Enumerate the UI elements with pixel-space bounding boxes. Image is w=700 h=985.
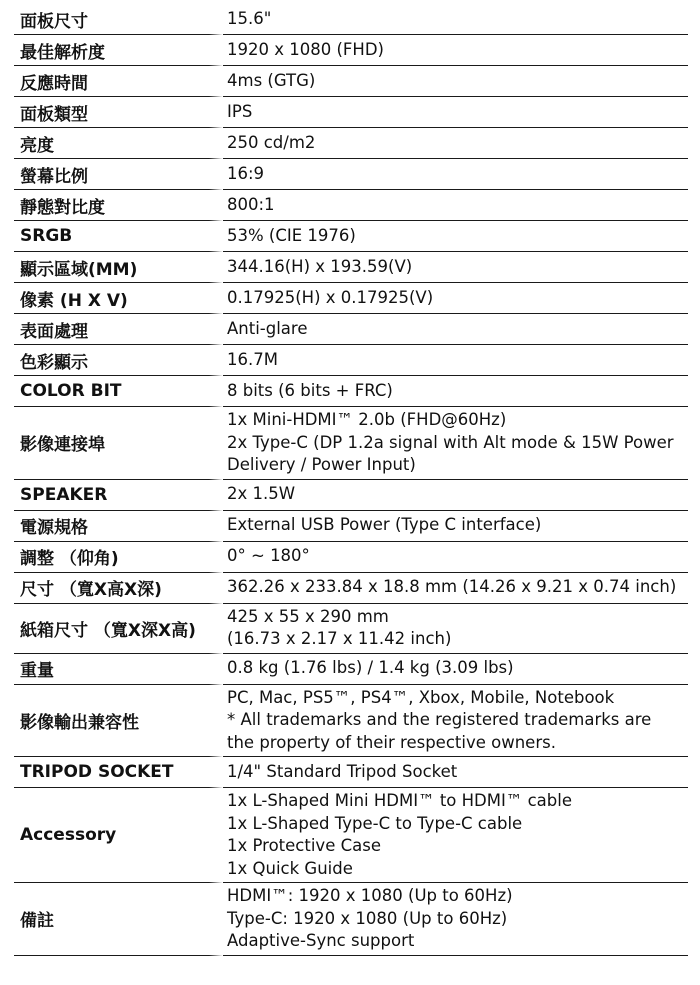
spec-label: 影像連接埠 bbox=[14, 407, 223, 480]
spec-value bbox=[223, 66, 688, 97]
spec-value-line: 0° ~ 180° bbox=[227, 546, 310, 566]
spec-row bbox=[14, 159, 688, 190]
spec-value bbox=[223, 788, 688, 883]
spec-value bbox=[223, 511, 688, 542]
spec-label: 亮度 bbox=[14, 128, 223, 159]
spec-label: SPEAKER bbox=[14, 480, 223, 511]
spec-value-line: Type-C: 1920 x 1080 (Up to 60Hz) bbox=[227, 908, 508, 928]
spec-label: 最佳解析度 bbox=[14, 35, 223, 66]
spec-table bbox=[14, 4, 688, 956]
spec-label: 螢幕比例 bbox=[14, 159, 223, 190]
spec-value bbox=[223, 345, 688, 376]
spec-value bbox=[223, 542, 688, 573]
spec-value-line: 344.16(H) x 193.59(V) bbox=[227, 256, 413, 276]
spec-value-line: External USB Power (Type C interface) bbox=[227, 515, 542, 535]
spec-row bbox=[14, 128, 688, 159]
spec-row bbox=[14, 573, 688, 604]
spec-value-line: 0.17925(H) x 0.17925(V) bbox=[227, 287, 434, 307]
spec-value bbox=[223, 407, 688, 480]
spec-value-line: (16.73 x 2.17 x 11.42 inch) bbox=[227, 629, 452, 648]
spec-label: Accessory bbox=[14, 788, 223, 883]
spec-row bbox=[14, 883, 688, 956]
spec-value bbox=[223, 654, 688, 685]
spec-value-line: 250 cd/m2 bbox=[227, 132, 316, 152]
spec-value-line: * All trademarks and the registered trademarks are bbox=[227, 710, 652, 729]
spec-value-line: 16:9 bbox=[227, 163, 265, 183]
spec-label: 備註 bbox=[14, 883, 223, 956]
spec-label: 色彩顯示 bbox=[14, 345, 223, 376]
spec-value-line: 1x Mini-HDMI™ 2.0b (FHD@60Hz) bbox=[227, 410, 507, 429]
spec-label: 像素 (H X V) bbox=[14, 283, 223, 314]
spec-value-line: 16.7M bbox=[227, 349, 278, 369]
spec-label: 表面處理 bbox=[14, 314, 223, 345]
spec-label: 重量 bbox=[14, 654, 223, 685]
spec-value-line: 425 x 55 x 290 mm bbox=[227, 606, 389, 626]
spec-row bbox=[14, 283, 688, 314]
spec-value-line: 15.6" bbox=[227, 8, 272, 28]
spec-row bbox=[14, 376, 688, 407]
spec-row bbox=[14, 480, 688, 511]
spec-value-line: 4ms (GTG) bbox=[227, 70, 316, 90]
spec-row bbox=[14, 604, 688, 654]
spec-value bbox=[223, 604, 688, 654]
spec-value-line: IPS bbox=[227, 101, 253, 121]
spec-value bbox=[223, 221, 688, 252]
spec-value bbox=[223, 883, 688, 956]
spec-row bbox=[14, 190, 688, 221]
spec-value-line: 1x L-Shaped Type-C to Type-C cable bbox=[227, 813, 523, 833]
spec-value bbox=[223, 685, 688, 758]
spec-row bbox=[14, 654, 688, 685]
spec-value-line: 2x Type-C (DP 1.2a signal with Alt mode & 15W Power bbox=[227, 432, 674, 452]
spec-row bbox=[14, 757, 688, 788]
spec-row bbox=[14, 407, 688, 480]
spec-value bbox=[223, 4, 688, 35]
spec-value-line: 2x 1.5W bbox=[227, 484, 296, 504]
spec-row bbox=[14, 35, 688, 66]
spec-value-line: Adaptive-Sync support bbox=[227, 931, 415, 950]
spec-label: 反應時間 bbox=[14, 66, 223, 97]
spec-value bbox=[223, 159, 688, 190]
spec-value bbox=[223, 314, 688, 345]
spec-label: 尺寸 （寬X高X深) bbox=[14, 573, 223, 604]
spec-label: 調整 （仰角) bbox=[14, 542, 223, 573]
spec-value-line: HDMI™: 1920 x 1080 (Up to 60Hz) bbox=[227, 886, 513, 905]
spec-label: COLOR BIT bbox=[14, 376, 223, 407]
spec-value-line: 8 bits (6 bits + FRC) bbox=[227, 380, 393, 400]
spec-value-line: the property of their respective owners. bbox=[227, 732, 556, 752]
spec-label: 影像輸出兼容性 bbox=[14, 685, 223, 758]
spec-label: 面板尺寸 bbox=[14, 4, 223, 35]
spec-label: 顯示區域(MM) bbox=[14, 252, 223, 283]
spec-table-body bbox=[14, 4, 688, 956]
spec-value bbox=[223, 283, 688, 314]
spec-row bbox=[14, 788, 688, 883]
spec-row bbox=[14, 314, 688, 345]
spec-value-line: Delivery / Power Input) bbox=[227, 455, 416, 474]
spec-row bbox=[14, 345, 688, 376]
spec-label: TRIPOD SOCKET bbox=[14, 757, 223, 788]
spec-row bbox=[14, 685, 688, 758]
spec-value-line: PC, Mac, PS5™, PS4™, Xbox, Mobile, Notebook bbox=[227, 687, 615, 707]
spec-value bbox=[223, 480, 688, 511]
spec-row bbox=[14, 252, 688, 283]
spec-value bbox=[223, 757, 688, 788]
spec-value bbox=[223, 376, 688, 407]
spec-value-line: 1/4" Standard Tripod Socket bbox=[227, 761, 458, 781]
spec-value-line: 1x Protective Case bbox=[227, 836, 381, 855]
spec-value-line: 0.8 kg (1.76 lbs) / 1.4 kg (3.09 lbs) bbox=[227, 658, 514, 678]
spec-row bbox=[14, 4, 688, 35]
spec-value-line: 53% (CIE 1976) bbox=[227, 225, 356, 245]
spec-label: SRGB bbox=[14, 221, 223, 252]
spec-label: 紙箱尺寸 （寬X深X高) bbox=[14, 604, 223, 654]
spec-value bbox=[223, 252, 688, 283]
spec-label: 電源規格 bbox=[14, 511, 223, 542]
spec-value-line: 1x Quick Guide bbox=[227, 858, 353, 878]
spec-value bbox=[223, 573, 688, 604]
spec-value bbox=[223, 190, 688, 221]
spec-value bbox=[223, 35, 688, 66]
spec-value bbox=[223, 128, 688, 159]
spec-label: 面板類型 bbox=[14, 97, 223, 128]
spec-value-line: 800:1 bbox=[227, 194, 275, 214]
spec-value-line: 362.26 x 233.84 x 18.8 mm (14.26 x 9.21 x 0.74 inch) bbox=[227, 577, 677, 597]
spec-row bbox=[14, 66, 688, 97]
spec-value bbox=[223, 97, 688, 128]
spec-label: 靜態對比度 bbox=[14, 190, 223, 221]
spec-row bbox=[14, 511, 688, 542]
spec-value-line: Anti-glare bbox=[227, 318, 308, 338]
spec-value-line: 1x L-Shaped Mini HDMI™ to HDMI™ cable bbox=[227, 791, 572, 810]
spec-row bbox=[14, 97, 688, 128]
spec-row bbox=[14, 542, 688, 573]
spec-row bbox=[14, 221, 688, 252]
spec-value-line: 1920 x 1080 (FHD) bbox=[227, 39, 384, 59]
